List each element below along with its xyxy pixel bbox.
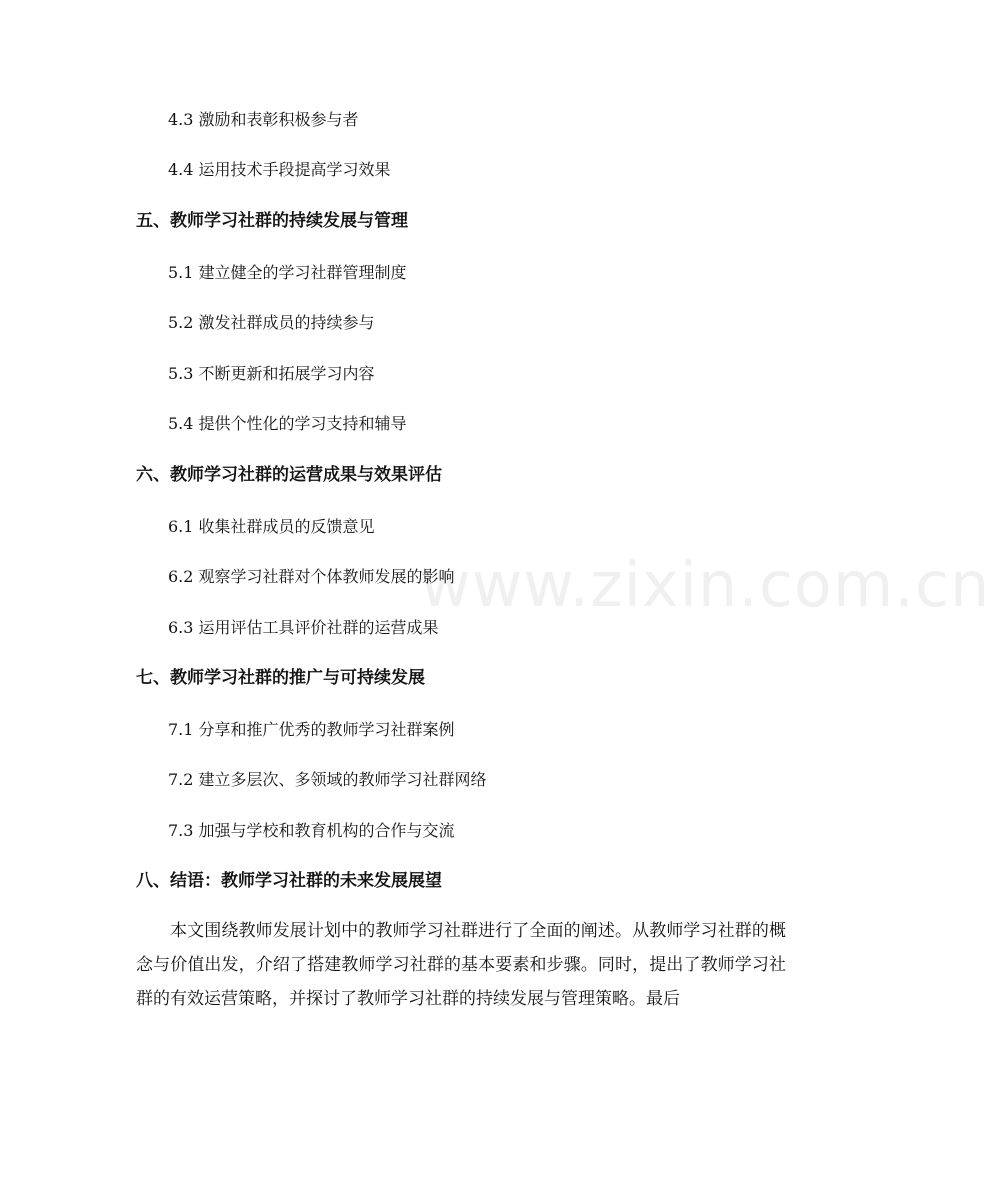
conclusion-paragraph	[136, 914, 786, 1016]
heading-chapter-5: 五、教师学习社群的持续发展与管理	[136, 211, 408, 231]
heading-chapter-6: 六、教师学习社群的运营成果与效果评估	[136, 465, 442, 485]
section-5-1: 5.1 建立健全的学习社群管理制度	[168, 263, 407, 282]
section-6-1: 6.1 收集社群成员的反馈意见	[168, 517, 375, 536]
section-7-3: 7.3 加强与学校和教育机构的合作与交流	[168, 821, 455, 840]
section-4-3: 4.3 激励和表彰积极参与者	[168, 110, 359, 129]
watermark: www.zixin.com.cn	[420, 548, 990, 621]
heading-chapter-8: 八、结语：教师学习社群的未来发展展望	[136, 871, 442, 891]
section-4-4: 4.4 运用技术手段提高学习效果	[168, 160, 391, 179]
section-6-2: 6.2 观察学习社群对个体教师发展的影响	[168, 567, 455, 586]
section-7-2: 7.2 建立多层次、多领域的教师学习社群网络	[168, 770, 487, 789]
section-7-1: 7.1 分享和推广优秀的教师学习社群案例	[168, 720, 455, 739]
section-6-3: 6.3 运用评估工具评价社群的运营成果	[168, 618, 439, 637]
section-5-3: 5.3 不断更新和拓展学习内容	[168, 364, 375, 383]
heading-chapter-7: 七、教师学习社群的推广与可持续发展	[136, 668, 425, 688]
section-5-4: 5.4 提供个性化的学习支持和辅导	[168, 414, 407, 433]
conclusion-text: 本文围绕教师发展计划中的教师学习社群进行了全面的阐述。从教师学习社群的概念与价值出发，介绍了搭建教师学习社群的基本要素和步骤。同时，提出了教师学习社群的有效运营策略，并探讨了教师学习社群的持续发展与管理策略。最后	[136, 921, 786, 1009]
section-5-2: 5.2 激发社群成员的持续参与	[168, 313, 375, 332]
